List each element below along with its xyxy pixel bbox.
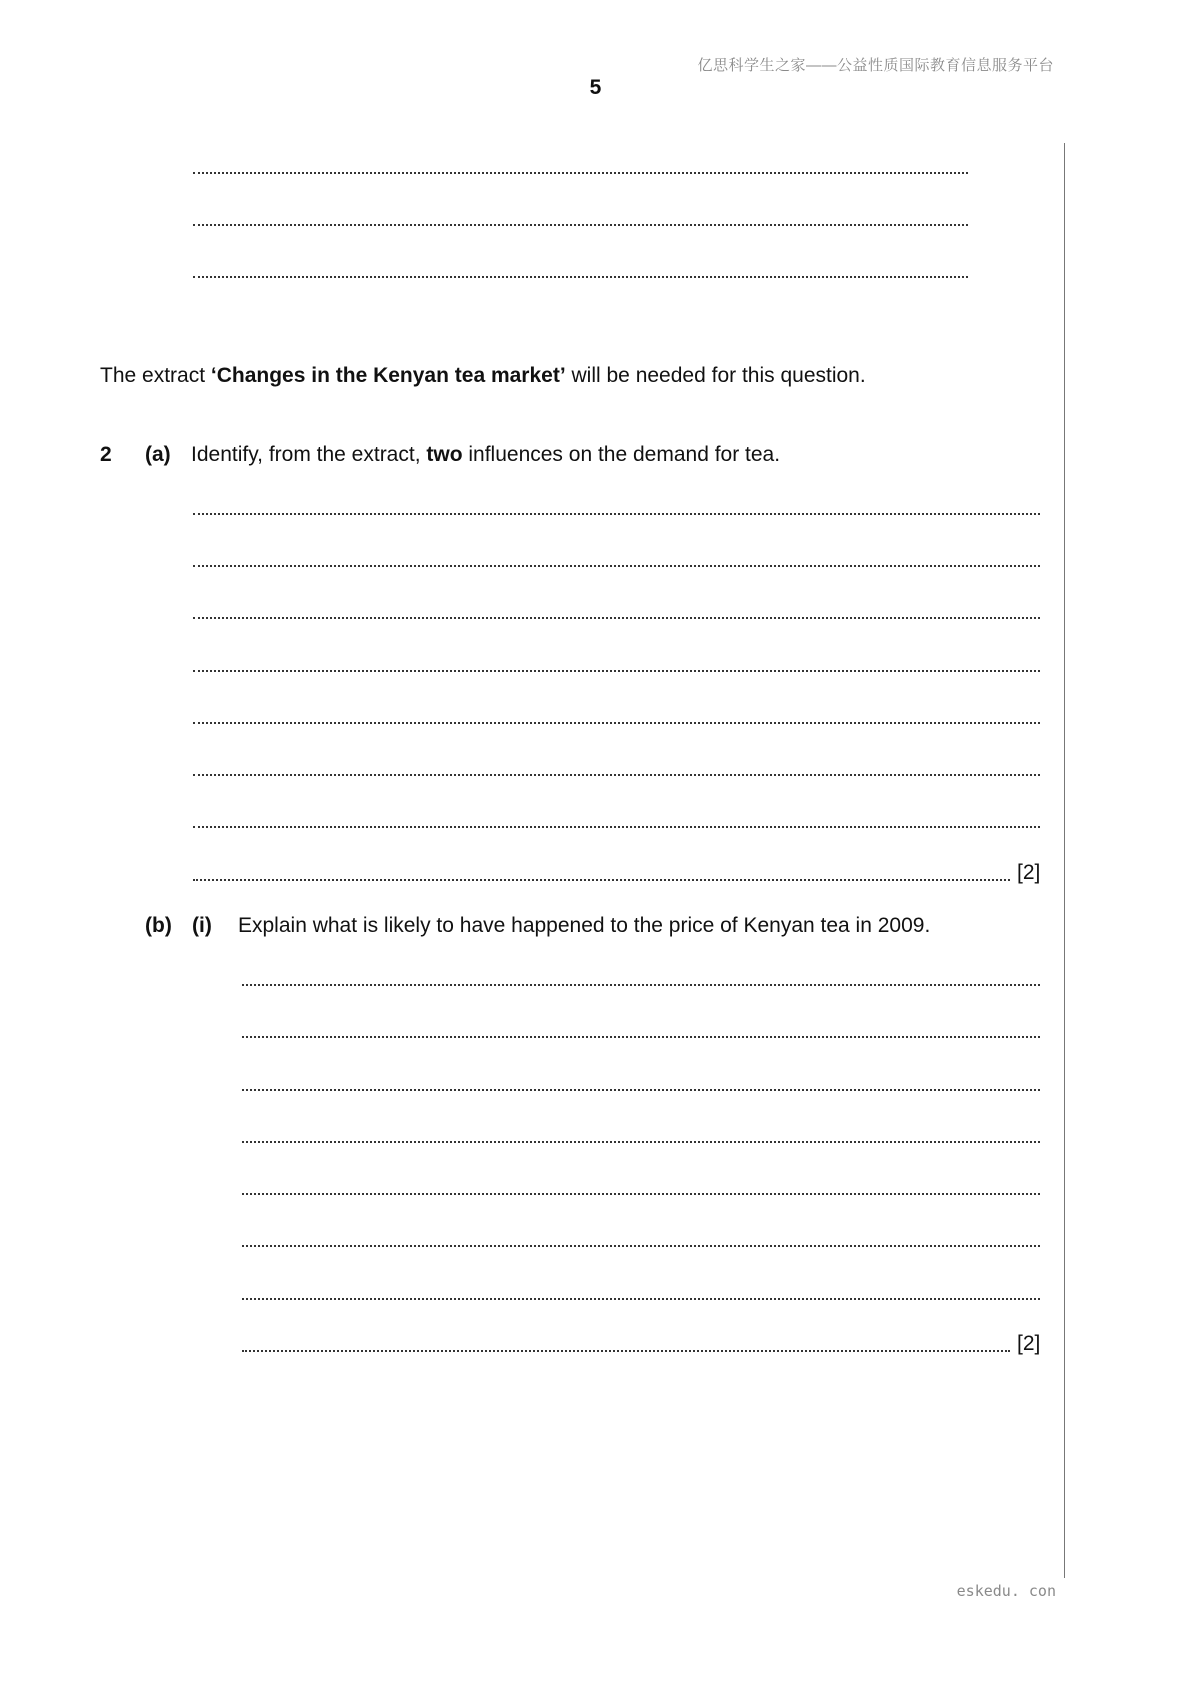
part-a-label: (a) <box>145 443 171 466</box>
extract-title: ‘Changes in the Kenyan tea market’ <box>210 364 566 387</box>
part-a-text-1: Identify, from the extract, <box>191 443 427 466</box>
answer-line-a-8[interactable] <box>193 873 1010 881</box>
footer-watermark: eskedu. con <box>956 1582 1056 1600</box>
answer-line-a-1[interactable] <box>193 507 1040 515</box>
part-b-label: (b) <box>145 914 172 937</box>
answer-line-a-4[interactable] <box>193 664 1040 672</box>
answer-line-a-3[interactable] <box>193 611 1040 619</box>
page-number: 5 <box>589 76 602 99</box>
answer-line-prev-3[interactable] <box>193 270 968 278</box>
instruction-prefix: The extract <box>100 364 211 387</box>
header-watermark: 亿思科学生之家——公益性质国际教育信息服务平台 <box>697 57 1054 74</box>
part-a-question <box>191 442 780 468</box>
part-a-text-bold: two <box>426 443 463 466</box>
question-number: 2 <box>100 443 112 466</box>
answer-line-a-2[interactable] <box>193 559 1040 567</box>
answer-line-b-6[interactable] <box>242 1239 1040 1247</box>
answer-line-b-3[interactable] <box>242 1083 1040 1091</box>
part-b-sub-label: (i) <box>192 914 212 937</box>
answer-line-a-6[interactable] <box>193 768 1040 776</box>
answer-line-prev-1[interactable] <box>193 166 968 174</box>
answer-line-b-4[interactable] <box>242 1135 1040 1143</box>
answer-line-b-2[interactable] <box>242 1030 1040 1038</box>
part-b-question: Explain what is likely to have happened to the price of Kenyan tea in 2009. <box>238 914 931 937</box>
margin-line <box>1064 143 1065 1578</box>
instruction-suffix: will be needed for this question. <box>565 364 866 387</box>
answer-line-b-1[interactable] <box>242 978 1040 986</box>
part-a-mark: [2] <box>1017 861 1041 884</box>
part-a-text-2: influences on the demand for tea. <box>462 443 781 466</box>
answer-line-b-7[interactable] <box>242 1292 1040 1300</box>
answer-line-prev-2[interactable] <box>193 218 968 226</box>
extract-instruction <box>100 363 866 389</box>
part-b-mark: [2] <box>1017 1332 1041 1355</box>
answer-line-b-8[interactable] <box>242 1344 1010 1352</box>
answer-line-b-5[interactable] <box>242 1187 1040 1195</box>
answer-line-a-7[interactable] <box>193 820 1040 828</box>
answer-line-a-5[interactable] <box>193 716 1040 724</box>
